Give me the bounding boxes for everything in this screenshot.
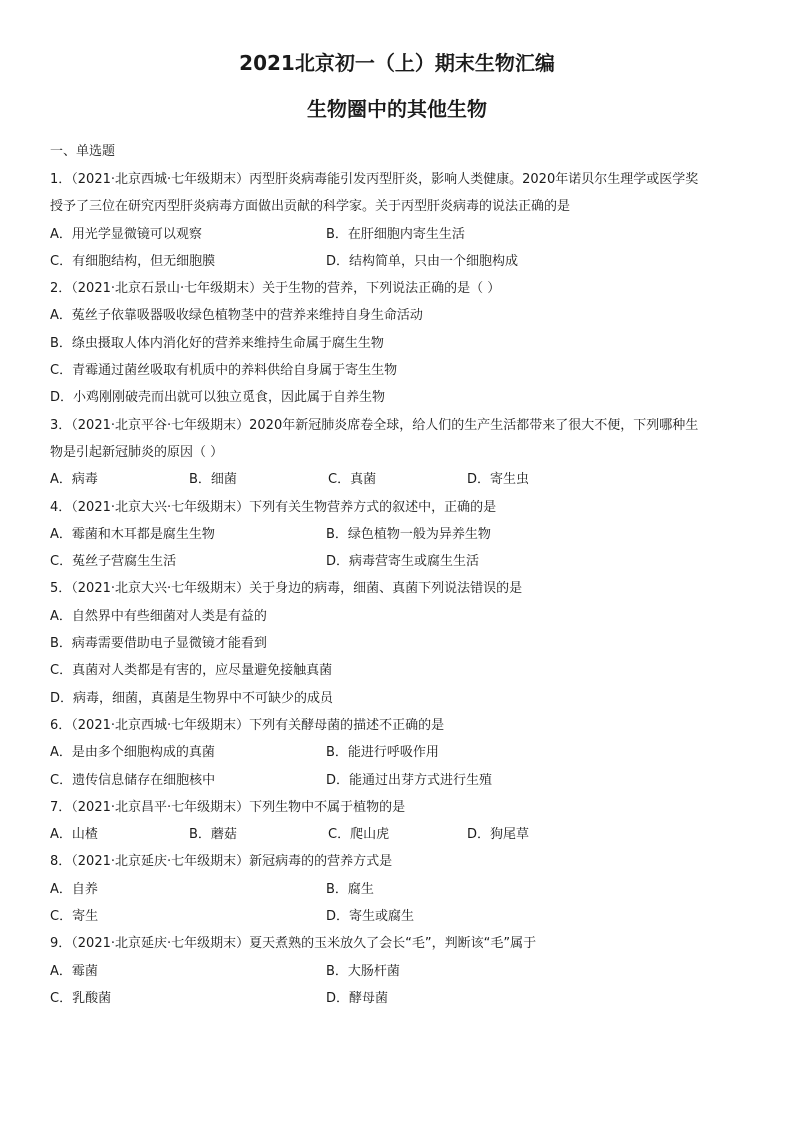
options-row [50, 548, 750, 575]
answer-option[interactable]: C．真菌对人类都是有害的，应尽量避免接触真菌 [50, 663, 333, 679]
question-stem-line [50, 275, 750, 302]
answer-option[interactable]: C．爬山虎 [328, 827, 390, 843]
question-source: （2021·北京西城·七年级期末） [71, 172, 250, 187]
answer-option[interactable]: A．菟丝子依靠吸器吸收绿色植物茎中的营养来维持自身生命活动 [50, 308, 423, 324]
question-stem-line [50, 794, 750, 821]
answer-option[interactable]: A．病毒 [50, 472, 98, 488]
question-stem-text: 物是引起新冠肺炎的原因（ ） [50, 444, 224, 460]
question-list [50, 166, 750, 1012]
answer-option[interactable]: C．青霉通过菌丝吸取有机质中的养料供给自身属于寄生生物 [50, 363, 398, 379]
answer-option[interactable]: A．霉菌和木耳都是腐生生物 [50, 526, 215, 542]
options-row [50, 384, 750, 411]
question-item [50, 575, 750, 711]
document-title: 2021北京初一（上）期末生物汇编 [239, 51, 555, 75]
answer-option[interactable]: A．用光学显微镜可以观察 [50, 226, 202, 242]
question-item [50, 412, 750, 494]
question-stem-line [50, 930, 750, 957]
question-stem-line [50, 439, 750, 466]
question-stem-text: 授予了三位在研究丙型肝炎病毒方面做出贡献的科学家。关于丙型肝炎病毒的说法正确的是 [50, 199, 571, 215]
question-source: （2021·北京延庆·七年级期末） [71, 854, 250, 870]
question-source: （2021·北京平谷·七年级期末） [71, 417, 250, 433]
answer-option[interactable]: B．大肠杆菌 [326, 963, 400, 979]
question-source: （2021·北京昌平·七年级期末） [71, 799, 250, 815]
question-stem-line [50, 166, 750, 193]
question-stem-text: 新冠病毒的的营养方式是 [249, 854, 393, 870]
question-stem-line [50, 494, 750, 521]
answer-option[interactable]: D．能通过出芽方式进行生殖 [326, 772, 493, 788]
options-row [50, 876, 750, 903]
answer-option[interactable]: A．自然界中有些细菌对人类是有益的 [50, 608, 267, 624]
question-number: 7． [50, 799, 72, 815]
options-row [50, 985, 750, 1012]
answer-option[interactable]: B．腐生 [326, 881, 374, 897]
answer-option[interactable]: D．病毒营寄生或腐生生活 [326, 554, 480, 570]
question-number: 1． [50, 172, 72, 187]
question-item [50, 930, 750, 1012]
question-number: 9． [50, 936, 72, 952]
question-stem-text: 下列生物中不属于植物的是 [249, 799, 406, 815]
options-row [50, 821, 750, 848]
answer-option[interactable]: D．狗尾草 [467, 827, 530, 843]
question-stem-text: 下列有关酵母菌的描述不正确的是 [249, 717, 445, 733]
answer-option[interactable]: D．寄生虫 [467, 472, 530, 488]
answer-option[interactable]: B．病毒需要借助电子显微镜才能看到 [50, 636, 267, 652]
answer-option[interactable]: C．遗传信息储存在细胞核中 [50, 772, 216, 788]
answer-option[interactable]: B．在肝细胞内寄生生活 [326, 226, 465, 242]
question-stem-text: 下列有关生物营养方式的叙述中，正确的是 [249, 499, 497, 515]
answer-option[interactable]: B．细菌 [189, 472, 237, 488]
question-item [50, 166, 750, 275]
question-stem-line [50, 712, 750, 739]
options-row [50, 657, 750, 684]
options-row [50, 630, 750, 657]
question-item [50, 712, 750, 794]
options-row [50, 603, 750, 630]
options-row [50, 248, 750, 275]
answer-option[interactable]: A．自养 [50, 881, 98, 897]
answer-option[interactable]: C．真菌 [328, 472, 377, 488]
answer-option[interactable]: B．蘑菇 [189, 827, 237, 843]
answer-option[interactable]: D．小鸡刚刚破壳而出就可以独立觅食，因此属于自养生物 [50, 390, 386, 406]
question-source: （2021·北京大兴·七年级期末） [71, 581, 250, 597]
question-stem-line [50, 848, 750, 875]
section-label: 一、单选题 [50, 144, 116, 159]
question-item [50, 848, 750, 930]
options-row [50, 330, 750, 357]
question-number: 2． [50, 281, 72, 297]
question-stem-text: 关于生物的营养，下列说法正确的是（ ） [262, 281, 501, 297]
question-item [50, 494, 750, 576]
answer-option[interactable]: B．能进行呼吸作用 [326, 745, 439, 761]
options-row [50, 903, 750, 930]
answer-option[interactable]: C．有细胞结构，但无细胞膜 [50, 253, 216, 269]
question-stem-line [50, 412, 750, 439]
question-source: （2021·北京延庆·七年级期末） [71, 936, 250, 952]
answer-option[interactable]: A．霉菌 [50, 963, 98, 979]
answer-option[interactable]: B．绿色植物一般为异养生物 [326, 526, 491, 542]
answer-option[interactable]: D．结构简单，只由一个细胞构成 [326, 253, 519, 269]
answer-option[interactable]: C．乳酸菌 [50, 990, 112, 1006]
question-stem-text: 夏天煮熟的玉米放久了会长“毛”，判断该“毛”属于 [249, 936, 537, 952]
answer-option[interactable]: A．是由多个细胞构成的真菌 [50, 745, 215, 761]
options-row [50, 958, 750, 985]
answer-option[interactable]: A．山楂 [50, 827, 98, 843]
document-subtitle: 生物圈中的其他生物 [307, 97, 487, 121]
question-source: （2021·北京西城·七年级期末） [71, 717, 250, 733]
options-row [50, 739, 750, 766]
question-number: 5． [50, 581, 72, 597]
options-row [50, 767, 750, 794]
question-stem-line [50, 193, 750, 220]
answer-option[interactable]: C．寄生 [50, 909, 99, 925]
question-source: （2021·北京石景山·七年级期末） [71, 281, 263, 297]
answer-option[interactable]: B．绦虫摄取人体内消化好的营养来维持生命属于腐生生物 [50, 335, 384, 351]
question-source: （2021·北京大兴·七年级期末） [71, 499, 250, 515]
answer-option[interactable]: D．病毒，细菌，真菌是生物界中不可缺少的成员 [50, 690, 334, 706]
question-stem-text: 丙型肝炎病毒能引发丙型肝炎，影响人类健康。2020年诺贝尔生理学或医学奖 [249, 172, 699, 187]
question-stem-line [50, 575, 750, 602]
options-row [50, 685, 750, 712]
answer-option[interactable]: C．菟丝子营腐生生活 [50, 554, 177, 570]
options-row [50, 357, 750, 384]
question-number: 8． [50, 854, 72, 870]
question-number: 3． [50, 417, 72, 433]
question-number: 6． [50, 717, 72, 733]
answer-option[interactable]: D．酵母菌 [326, 990, 389, 1006]
question-stem-text: 关于身边的病毒，细菌、真菌下列说法错误的是 [249, 581, 523, 597]
question-stem-text: 2020年新冠肺炎席卷全球，给人们的生产生活都带来了很大不便，下列哪种生 [249, 417, 699, 433]
options-row [50, 302, 750, 329]
options-row [50, 221, 750, 248]
question-item [50, 794, 750, 849]
options-row [50, 466, 750, 493]
answer-option[interactable]: D．寄生或腐生 [326, 909, 415, 925]
options-row [50, 521, 750, 548]
question-number: 4． [50, 499, 72, 515]
question-item [50, 275, 750, 411]
